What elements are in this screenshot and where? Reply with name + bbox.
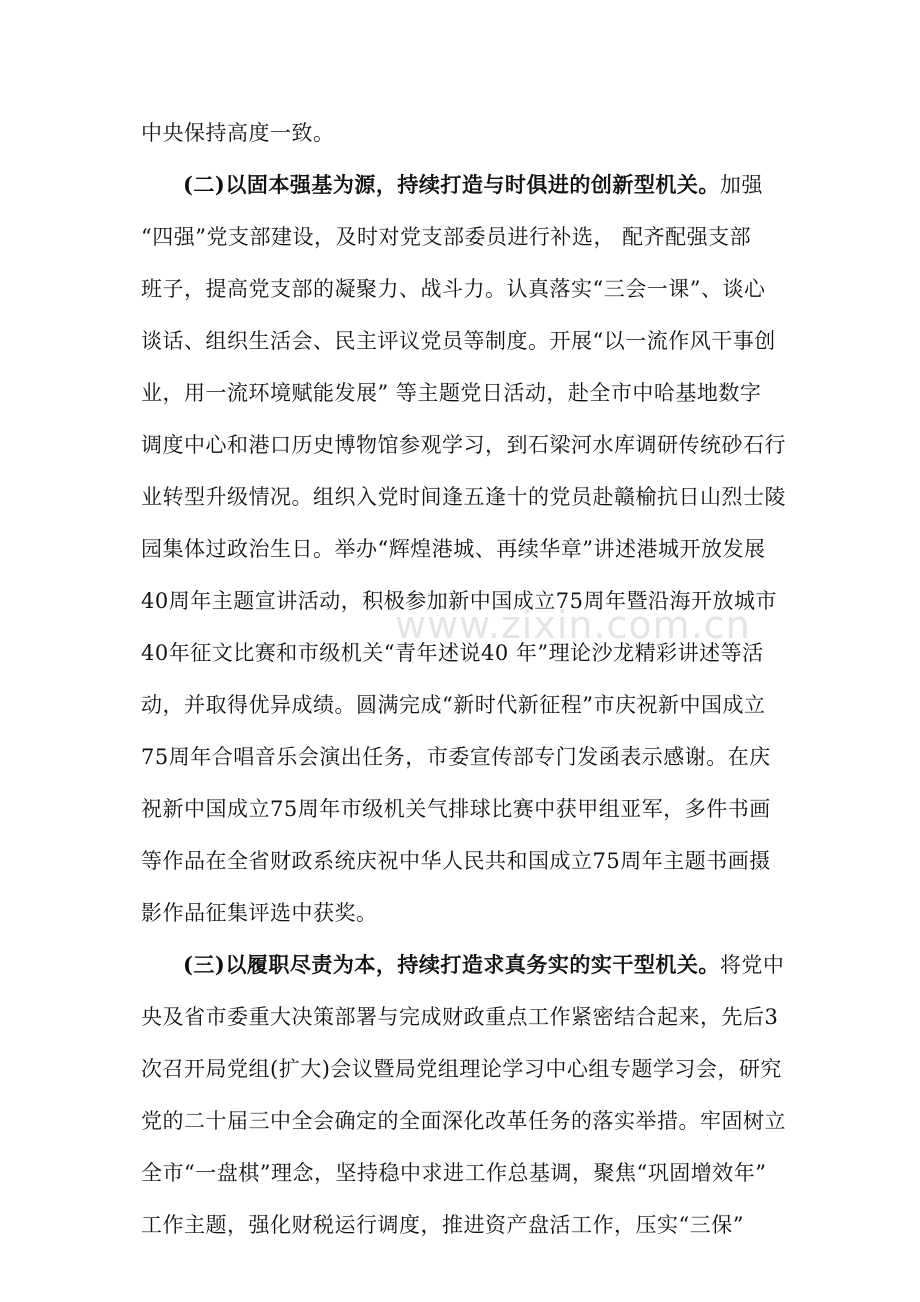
text-line: 40周年主题宣讲活动，积极参加新中国成立75周年暨沿海开放城市 (141, 589, 777, 613)
text-line: 调度中心和港口历史博物馆参观学习，到石梁河水库调研传统砂石行 (141, 433, 786, 457)
text-line: 影作品征集评选中获奖。 (141, 901, 378, 925)
text-line: 40年征文比赛和市级机关“青年述说40 年”理论沙龙精彩讲述等活 (141, 641, 764, 665)
text-line: 等作品在全省财政系统庆祝中华人民共和国成立75周年主题书画摄 (141, 849, 771, 873)
text-line: 祝新中国成立75周年市级机关气排球比赛中获甲组亚军，多件书画 (141, 797, 771, 821)
text-line (183, 950, 784, 980)
text-line: 党的二十届三中全会确定的全面深化改革任务的落实举措。牢固树立 (141, 1109, 786, 1133)
text-line: “四强”党支部建设，及时对党支部委员进行补选， 配齐配强支部 (141, 225, 752, 249)
text-line: 业转型升级情况。组织入党时间逢五逢十的党员赴赣榆抗日山烈士陵 (141, 485, 786, 509)
text-line (183, 170, 763, 200)
text-line: 谈话、组织生活会、民主评议党员等制度。开展“以一流作风干事创 (141, 329, 776, 353)
text-line: 75周年合唱音乐会演出任务，市委宣传部专门发函表示感谢。在庆 (141, 745, 771, 769)
text-line: 工作主题，强化财税运行调度，推进资产盘活工作，压实“三保” (141, 1213, 744, 1237)
text-line: 动，并取得优异成绩。圆满完成“新时代新征程”市庆祝新中国成立 (141, 693, 766, 717)
text-line: 园集体过政治生日。举办“辉煌港城、再续华章”讲述港城开放发展 (141, 537, 766, 561)
text-run: 将党中 (719, 953, 785, 977)
text-line: 全市“一盘棋”理念，坚持稳中求进工作总基调，聚焦“巩固增效年” (141, 1161, 767, 1185)
watermark: www.zixin.com.cn (395, 603, 751, 647)
section-heading-2: (二)以固本强基为源，持续打造与时俱进的创新型机关。 (183, 172, 720, 197)
section-heading-3: (三)以履职尽责为本，持续打造求真务实的实干型机关。 (183, 952, 720, 977)
text-run: 加强 (719, 173, 763, 197)
text-line: 次召开局党组(扩大)会议暨局党组理论学习中心组专题学习会，研究 (141, 1057, 782, 1081)
text-line: 央及省市委重大决策部署与完成财政重点工作紧密结合起来，先后3 (141, 1005, 779, 1029)
text-line: 班子，提高党支部的凝聚力、战斗力。认真落实“三会一课”、谈心 (141, 277, 766, 301)
text-line: 业，用一流环境赋能发展” 等主题党日活动，赴全市中哈基地数字 (141, 381, 762, 405)
text-line: 中央保持高度一致。 (141, 121, 335, 145)
